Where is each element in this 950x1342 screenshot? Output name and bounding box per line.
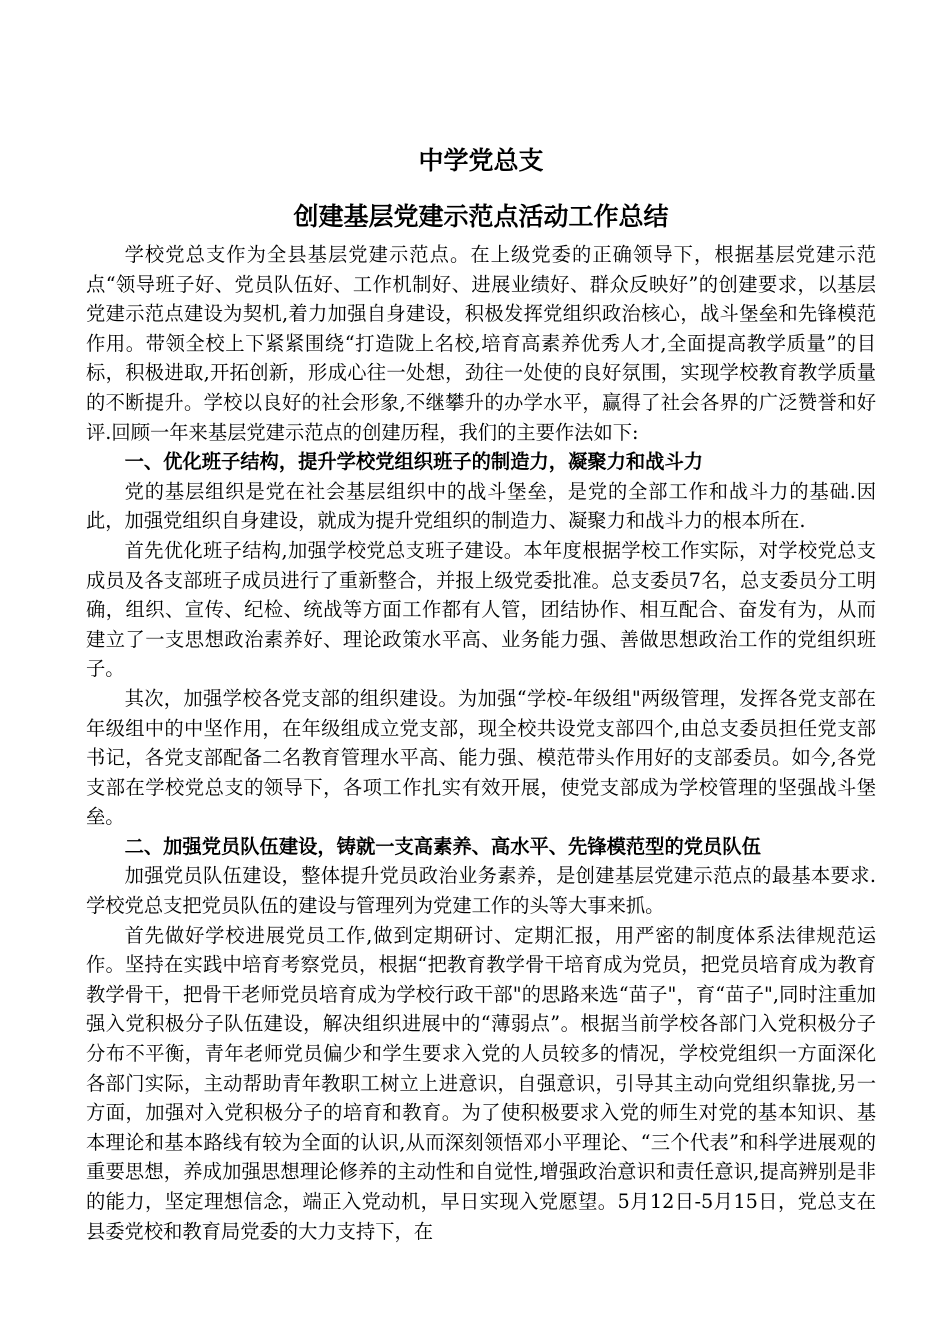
section-heading-2: 二、加强党员队伍建设，铸就一支高素养、高水平、先锋模范型的党员队伍	[124, 834, 761, 858]
section-2-paragraph-2: 首先做好学校进展党员工作,做到定期研讨、定期汇报，用严密的制度体系法律规范运作。坚持在实践中培育考察党员，根据“把教育教学骨干培育成为党员，把党员培育成为教育教学骨干，把骨干老师党员培育成为学校行政干部"的思路来选“苗子"，育“苗子",同时注重加强入党积极分子队伍建设，解决组织进展中的“薄弱点”。根据当前学校各部门入党积极分子分布不平衡，青年老师党员偏少和学生要求入党的人员较多的情况，学校党组织一方面深化各部门实际，主动帮助青年教职工树立上进意识，自强意识，引导其主动向党组织靠拢,另一方面，加强对入党积极分子的培育和教育。为了使积极要求入党的师生对党的基本知识、基本理论和基本路线有较为全面的认识,从而深刻领悟邓小平理论、“三个代表”和科学进展观的重要思想，养成加强思想理论修养的主动性和自觉性,增强政治意识和责任意识,提高辨别是非的能力，坚定理想信念，端正入党动机，早日实现入党愿望。5月12日-5月15日，党总支在县委党校和教育局党委的大力支持下，在	[86, 923, 876, 1243]
section-2-paragraph-1: 加强党员队伍建设，整体提升党员政治业务素养，是创建基层党建示范点的最基本要求.学校党总支把党员队伍的建设与管理列为党建工作的头等大事来抓。	[86, 864, 876, 918]
section-1-paragraph-1: 党的基层组织是党在社会基层组织中的战斗堡垒，是党的全部工作和战斗力的基础.因此，加强党组织自身建设，就成为提升党组织的制造力、凝聚力和战斗力的根本所在.	[86, 479, 876, 533]
section-1-paragraph-3: 其次，加强学校各党支部的组织建设。为加强“学校-年级组"两级管理，发挥各党支部在年级组中的中坚作用，在年级组成立党支部，现全校共设党支部四个,由总支委员担任党支部书记，各党支部配备二名教育管理水平高、能力强、模范带头作用好的支部委员。如今,各党支部在学校党总支的领导下，各项工作扎实有效开展，使党支部成为学校管理的坚强战斗堡垒。	[86, 686, 876, 829]
intro-paragraph: 学校党总支作为全县基层党建示范点。在上级党委的正确领导下，根据基层党建示范点“领导班子好、党员队伍好、工作机制好、进展业绩好、群众反映好”的创建要求，以基层党建示范点建设为契机,着力加强自身建设，积极发挥党组织政治核心，战斗堡垒和先锋模范作用。带领全校上下紧紧围绕“打造陇上名校,培育高素养优秀人才,全面提高教学质量”的目标，积极进取,开拓创新，形成心往一处想，劲往一处使的良好氛围，实现学校教育教学质量的不断提升。学校以良好的社会形象,不继攀升的办学水平，赢得了社会各界的广泛赞誉和好评.回顾一年来基层党建示范点的创建历程，我们的主要作法如下:	[86, 243, 876, 444]
section-heading-1: 一、优化班子结构，提升学校党组织班子的制造力，凝聚力和战斗力	[124, 450, 704, 474]
document-subtitle: 创建基层党建示范点活动工作总结	[293, 202, 669, 231]
document-page	[86, 140, 876, 1246]
document-title: 中学党总支	[418, 146, 544, 175]
section-1-paragraph-2: 首先优化班子结构,加强学校党总支班子建设。本年度根据学校工作实际，对学校党总支成员及各支部班子成员进行了重新整合，并报上级党委批准。总支委员7名，总支委员分工明确，组织、宣传、纪检、统战等方面工作都有人管，团结协作、相互配合、奋发有为，从而建立了一支思想政治素养好、理论政策水平高、业务能力强、善做思想政治工作的党组织班子。	[86, 538, 876, 681]
